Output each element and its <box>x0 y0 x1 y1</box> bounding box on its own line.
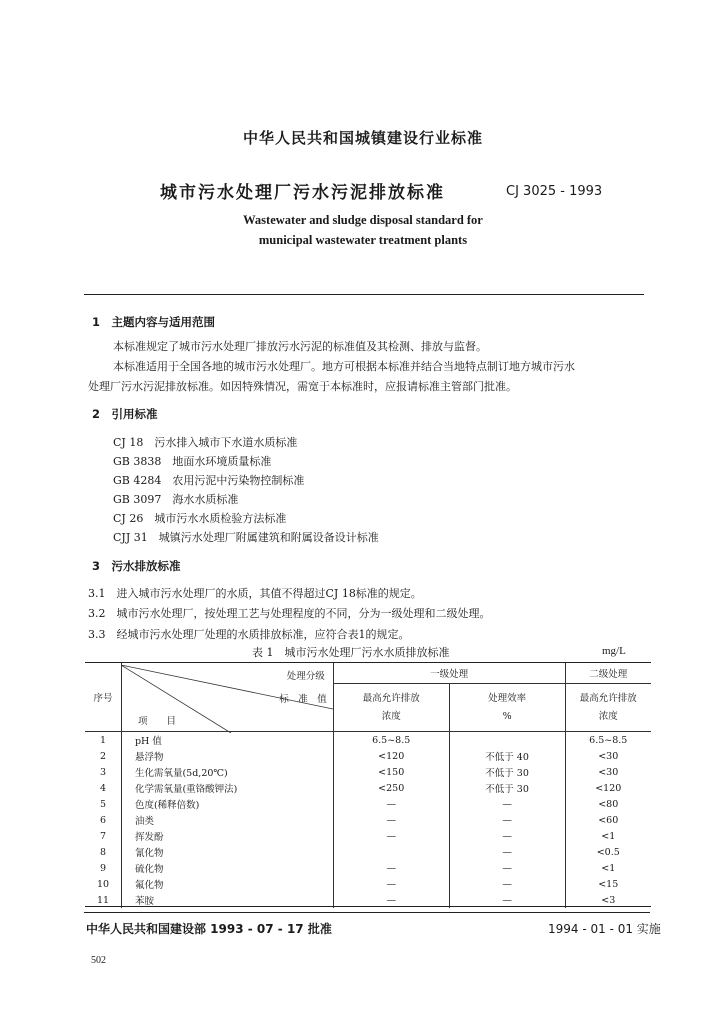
page-number: 502 <box>91 955 106 966</box>
table-row <box>85 732 651 749</box>
industry-standard-heading: 中华人民共和国城镇建设行业标准 <box>242 129 483 147</box>
standard-number: CJ 3025 - 1993 <box>506 184 603 199</box>
header-seq-no: 序号 <box>85 663 121 732</box>
effective-date: 1994 - 01 - 01 实施 <box>548 922 661 936</box>
header-efficiency <box>449 684 565 732</box>
header-std-value-label: 标 准 值 <box>279 694 327 705</box>
clause-3-1: 3.1 进入城市污水处理厂的水质，其值不得超过CJ 18标准的规定。 <box>88 587 422 600</box>
cell-seq-no: 10 <box>96 878 110 890</box>
cell-primary-efficiency: — <box>449 876 565 892</box>
cell-secondary-conc: <120 <box>565 780 651 796</box>
header-divider <box>84 294 644 295</box>
cell-secondary-conc: <1 <box>565 828 651 844</box>
cell-primary-conc: 6.5~8.5 <box>333 732 449 749</box>
header-max-conc-2-line1: 最高允许排放 <box>579 692 637 704</box>
header-max-conc-1-line2: 浓度 <box>381 710 401 722</box>
cell-primary-conc: — <box>333 892 449 908</box>
cell-primary-efficiency: — <box>449 844 565 860</box>
reference-item: CJ 26 城市污水水质检验方法标准 <box>113 512 287 525</box>
table-caption: 表 1 城市污水处理厂污水水质排放标准 <box>252 646 450 659</box>
header-max-conc-2-line2: 浓度 <box>598 710 618 722</box>
discharge-standard-table <box>85 663 651 908</box>
table-row <box>85 796 651 812</box>
section-1-paragraph-2b: 处理厂污水污泥排放标准。如因特殊情况，需宽于本标准时，应报请标准主管部门批准。 <box>88 380 517 393</box>
reference-item: CJJ 31 城镇污水处理厂附属建筑和附属设备设计标准 <box>113 531 379 544</box>
cell-primary-conc: — <box>333 812 449 828</box>
cell-primary-conc <box>333 844 449 860</box>
cell-primary-conc: <250 <box>333 780 449 796</box>
header-efficiency-line1: 处理效率 <box>488 692 527 704</box>
cell-secondary-conc: <3 <box>565 892 651 908</box>
cell-seq-no: 5 <box>99 798 106 810</box>
cell-primary-efficiency: 不低于 30 <box>449 780 565 796</box>
cell-item-name: 悬浮物 <box>121 748 333 764</box>
header-max-conc-1-line1: 最高允许排放 <box>362 692 420 704</box>
cell-secondary-conc: <30 <box>565 764 651 780</box>
cell-primary-efficiency: — <box>449 892 565 908</box>
section-3-title: 3 污水排放标准 <box>92 559 181 573</box>
cell-secondary-conc: <30 <box>565 748 651 764</box>
cell-item-name: 氟化物 <box>121 876 333 892</box>
table-row <box>85 764 651 780</box>
cell-seq-no: 6 <box>99 814 106 826</box>
table-header-row-1 <box>85 663 651 684</box>
table-row <box>85 828 651 844</box>
section-2-title: 2 引用标准 <box>92 407 158 421</box>
cell-seq-no: 7 <box>99 830 106 842</box>
header-secondary: 二级处理 <box>565 663 651 684</box>
cell-secondary-conc: <60 <box>565 812 651 828</box>
cell-item-name: 氰化物 <box>121 844 333 860</box>
cell-primary-efficiency: — <box>449 812 565 828</box>
section-1-paragraph-2a: 本标准适用于全国各地的城市污水处理厂。地方可根据本标准并结合当地特点制订地方城市污水 <box>113 360 575 373</box>
clause-3-3: 3.3 经城市污水处理厂处理的水质排放标准，应符合表1的规定。 <box>88 628 410 641</box>
cell-item-name: 生化需氧量(5d,20℃) <box>121 764 333 780</box>
cell-primary-efficiency: 不低于 30 <box>449 764 565 780</box>
cell-seq-no: 8 <box>99 846 106 858</box>
cell-item-name: 挥发酚 <box>121 828 333 844</box>
cell-secondary-conc: <0.5 <box>565 844 651 860</box>
cell-seq-no: 9 <box>99 862 106 874</box>
cell-seq-no: 2 <box>99 750 106 762</box>
cell-secondary-conc: <1 <box>565 860 651 876</box>
clause-3-2: 3.2 城市污水处理厂，按处理工艺与处理程度的不同，分为一级处理和二级处理。 <box>88 607 491 620</box>
cell-secondary-conc: 6.5~8.5 <box>565 732 651 749</box>
cell-secondary-conc: <80 <box>565 796 651 812</box>
table-row <box>85 860 651 876</box>
approval-line: 中华人民共和国建设部 1993 - 07 - 17 批准 <box>86 922 332 936</box>
header-primary: 一级处理 <box>333 663 565 684</box>
standard-title-en-line2: municipal wastewater treatment plants <box>258 233 468 247</box>
section-1-paragraph-1: 本标准规定了城市污水处理厂排放污水污泥的标准值及其检测、排放与监督。 <box>113 340 487 353</box>
standard-title-cn: 城市污水处理厂污水污泥排放标准 <box>160 183 445 203</box>
cell-primary-efficiency: — <box>449 828 565 844</box>
cell-primary-efficiency <box>449 732 565 749</box>
reference-item: GB 3838 地面水环境质量标准 <box>113 455 272 468</box>
cell-primary-efficiency: — <box>449 860 565 876</box>
cell-primary-efficiency: 不低于 40 <box>449 748 565 764</box>
cell-seq-no: 1 <box>99 734 106 746</box>
cell-primary-conc: <120 <box>333 748 449 764</box>
cell-item-name: 油类 <box>121 812 333 828</box>
cell-item-name: pH 值 <box>121 732 333 749</box>
table-row <box>85 844 651 860</box>
cell-primary-conc: — <box>333 860 449 876</box>
header-efficiency-line2: % <box>502 710 512 722</box>
header-diagonal-cell <box>121 663 333 732</box>
table-unit: mg/L <box>602 645 626 657</box>
cell-item-name: 色度(稀释倍数) <box>121 796 333 812</box>
table-bottom-rule <box>85 906 651 907</box>
reference-item: CJ 18 污水排入城市下水道水质标准 <box>113 436 298 449</box>
cell-secondary-conc: <15 <box>565 876 651 892</box>
cell-primary-conc: — <box>333 828 449 844</box>
cell-item-name: 化学需氧量(重铬酸钾法) <box>121 780 333 796</box>
cell-seq-no: 3 <box>99 766 106 778</box>
section-1-title: 1 主题内容与适用范围 <box>92 315 216 329</box>
table-row <box>85 812 651 828</box>
footer-divider <box>84 912 650 913</box>
table-row <box>85 748 651 764</box>
cell-primary-conc: — <box>333 876 449 892</box>
cell-seq-no: 4 <box>99 782 106 794</box>
header-max-conc-1 <box>333 684 449 732</box>
cell-item-name: 硫化物 <box>121 860 333 876</box>
cell-primary-efficiency: — <box>449 796 565 812</box>
cell-seq-no: 11 <box>96 894 110 906</box>
reference-item: GB 4284 农用污泥中污染物控制标准 <box>113 474 305 487</box>
cell-primary-conc: — <box>333 796 449 812</box>
table-row <box>85 780 651 796</box>
header-item-label: 项 目 <box>137 716 176 727</box>
cell-item-name: 苯胺 <box>121 892 333 908</box>
reference-item: GB 3097 海水水质标准 <box>113 493 239 506</box>
table-row <box>85 876 651 892</box>
cell-primary-conc: <150 <box>333 764 449 780</box>
header-max-conc-2 <box>565 684 651 732</box>
standard-title-en-line1: Wastewater and sludge disposal standard for <box>243 213 483 227</box>
header-grade-label: 处理分级 <box>286 671 325 682</box>
